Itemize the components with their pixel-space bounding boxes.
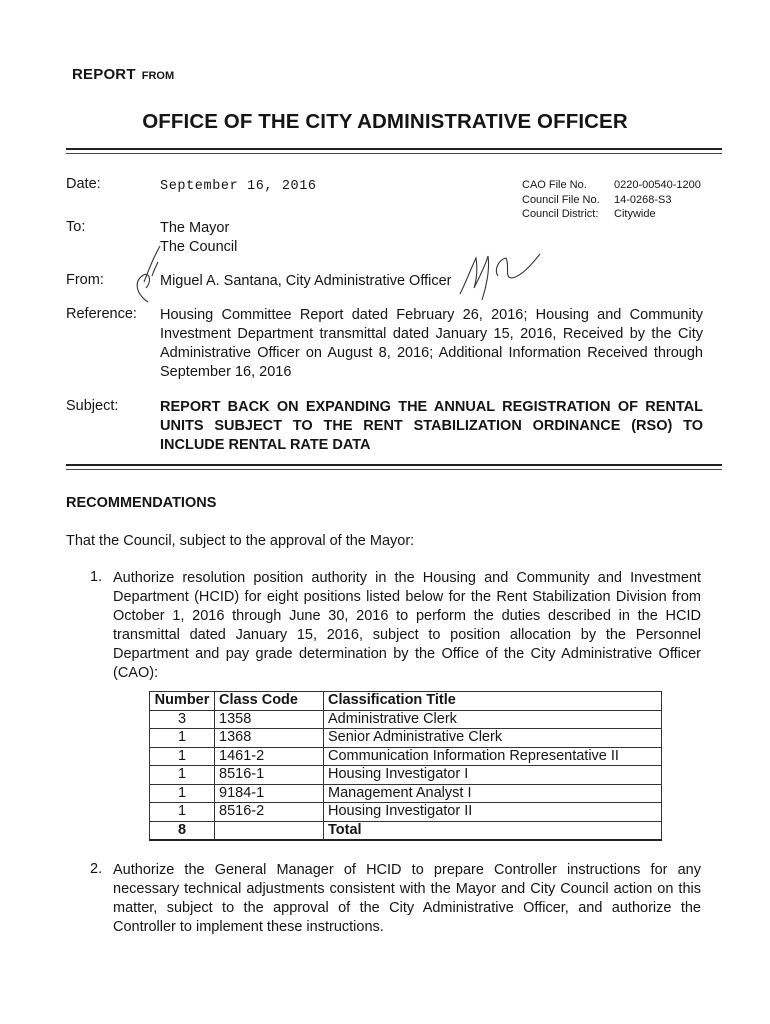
cell-class-code: 9184-1 <box>215 784 324 803</box>
positions-table <box>149 691 662 841</box>
cell-number: 1 <box>150 803 215 822</box>
cell-total-number: 8 <box>150 821 215 840</box>
initials-signature-right <box>452 248 544 304</box>
recommendations-intro: That the Council, subject to the approval of the Mayor: <box>66 533 415 549</box>
cell-class-code: 1358 <box>215 710 324 729</box>
from-value: Miguel A. Santana, City Administrative Officer <box>160 273 452 289</box>
subject-text: REPORT BACK ON EXPANDING THE ANNUAL REGISTRATION OF RENTAL UNITS SUBJECT TO THE RENT STABILIZATION ORDINANCE (RSO) TO INCLUDE RENTAL RATE DATA <box>160 399 703 453</box>
cell-class-code: 8516-2 <box>215 803 324 822</box>
cell-title: Communication Information Representative II <box>324 747 662 766</box>
to-recipient: The Council <box>160 239 238 255</box>
from-word: FROM <box>141 70 175 82</box>
cell-title: Housing Investigator I <box>324 766 662 785</box>
date-label: Date: <box>66 176 101 192</box>
report-from-label <box>72 66 174 84</box>
table-row <box>150 747 662 766</box>
table-row <box>150 803 662 822</box>
table-total-row <box>150 821 662 840</box>
report-word: REPORT <box>72 66 136 83</box>
table-row <box>150 766 662 785</box>
subject-rule-bottom <box>66 469 722 470</box>
cell-number: 1 <box>150 729 215 748</box>
header-number: Number <box>150 692 215 711</box>
cell-total-class-code <box>215 821 324 840</box>
table-header-row <box>150 692 662 711</box>
cell-number: 1 <box>150 747 215 766</box>
reference-label: Reference: <box>66 306 137 322</box>
list-item-number: 2. <box>90 861 103 877</box>
cell-title: Senior Administrative Clerk <box>324 729 662 748</box>
from-label: From: <box>66 272 104 288</box>
cell-number: 1 <box>150 784 215 803</box>
cell-class-code: 1461-2 <box>215 747 324 766</box>
cell-title: Administrative Clerk <box>324 710 662 729</box>
recommendations-heading: RECOMMENDATIONS <box>66 495 217 511</box>
table-row <box>150 784 662 803</box>
header-rule-top <box>66 148 722 150</box>
list-item-text: Authorize resolution position authority in the Housing and Community and Investment Department (HCID) for eight positions listed below for the Rent Stabilization Division from October 1, 2016 through June 30, 2016 to perform the duties described in the HCID transmittal dated January 15, 2016, subject to position allocation by the Personnel Department and pay grade determination by the Office of the City Administrative Officer (CAO): <box>113 570 701 681</box>
cell-title: Housing Investigator II <box>324 803 662 822</box>
office-title: OFFICE OF THE CITY ADMINISTRATIVE OFFICER <box>142 110 628 133</box>
date-value: September 16, 2016 <box>160 179 317 194</box>
cell-class-code: 8516-1 <box>215 766 324 785</box>
cell-class-code: 1368 <box>215 729 324 748</box>
header-class-code: Class Code <box>215 692 324 711</box>
subject-label: Subject: <box>66 398 119 414</box>
table-row <box>150 710 662 729</box>
header-classification-title: Classification Title <box>324 692 662 711</box>
to-label: To: <box>66 219 86 235</box>
table-row <box>150 729 662 748</box>
initials-signature-left <box>130 242 170 304</box>
list-item-text: Authorize the General Manager of HCID to prepare Controller instructions for any necessary technical adjustments consistent with the Mayor and City Council action on this matter, subject to the approval of the City Administrative Officer, and authorize the Controller to implement these instructions. <box>113 862 701 935</box>
header-rule-bottom <box>66 153 722 154</box>
file-info-block <box>522 178 701 222</box>
cell-number: 1 <box>150 766 215 785</box>
file-info-row: Council File No. 14-0268-S3 <box>522 193 672 206</box>
subject-rule-top <box>66 464 722 466</box>
cell-title: Management Analyst I <box>324 784 662 803</box>
file-info-row: CAO File No. 0220-00540-1200 <box>522 179 701 191</box>
cell-total-label: Total <box>324 821 662 840</box>
cell-number: 3 <box>150 710 215 729</box>
file-info-row: Council District: Citywide <box>522 208 656 220</box>
to-recipient: The Mayor <box>160 220 230 236</box>
reference-text: Housing Committee Report dated February 26, 2016; Housing and Community Investment Department transmittal dated January 15, 2016, Received by the City Administrative Officer on August 8, 2016; Additional Information Received through September 16, 2016 <box>160 307 703 380</box>
list-item-number: 1. <box>90 569 103 585</box>
